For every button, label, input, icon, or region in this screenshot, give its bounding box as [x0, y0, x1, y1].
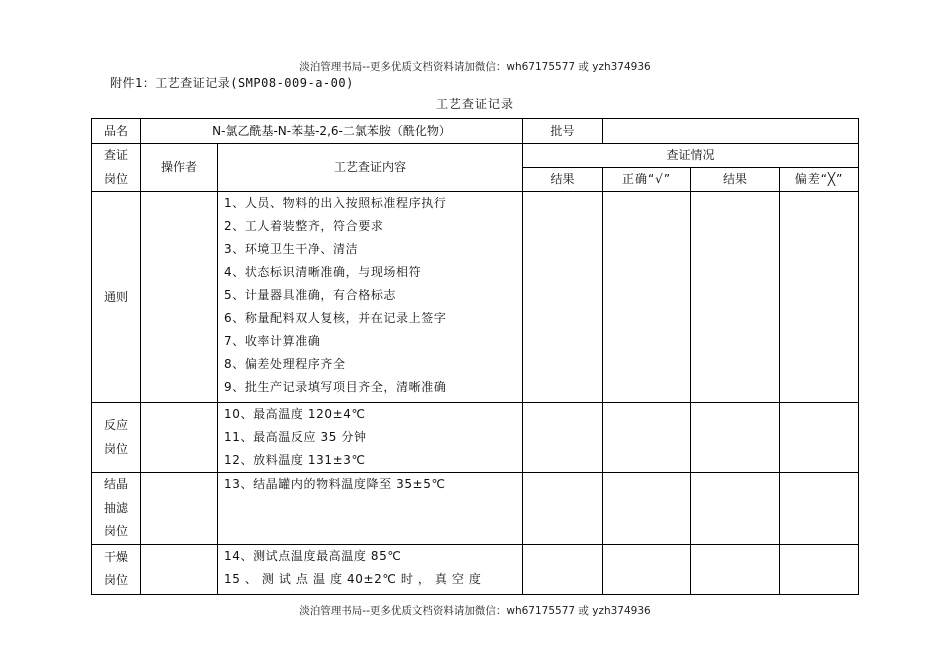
section-name-general: 通则	[92, 192, 141, 403]
list-item: 7、收率计算准确	[224, 334, 321, 348]
list-item: 8、偏差处理程序齐全	[224, 357, 346, 371]
post-column-header	[92, 144, 141, 192]
operator-cell[interactable]	[141, 473, 218, 545]
list-item: 13、结晶罐内的物料温度降至 35±5℃	[224, 477, 446, 491]
correct-cell[interactable]	[603, 473, 691, 545]
list-item: 5、计量器具准确，有合格标志	[224, 288, 397, 302]
section-name-line: 岗位	[103, 573, 128, 587]
section-row-general	[92, 192, 859, 403]
document-title: 工艺查证记录	[435, 97, 514, 111]
result2-cell[interactable]	[691, 192, 780, 403]
status-column-header: 查证情况	[523, 144, 859, 168]
section-name-line: 反应	[103, 418, 128, 432]
batch-value-field[interactable]	[603, 119, 859, 144]
result2-cell[interactable]	[691, 544, 780, 594]
operator-cell[interactable]	[141, 544, 218, 594]
process-verification-table	[91, 118, 859, 595]
content-column-header: 工艺查证内容	[218, 144, 523, 192]
list-item: 10、最高温度 120±4℃	[224, 407, 366, 421]
list-item: 1、人员、物料的出入按照标准程序执行	[224, 196, 447, 210]
post-header-line2: 岗位	[103, 171, 128, 186]
deviation-cell[interactable]	[780, 473, 859, 545]
list-item: 2、工人着装整齐，符合要求	[224, 219, 384, 233]
correct-cell[interactable]	[603, 403, 691, 473]
section-row-crystallization	[92, 473, 859, 545]
correct-cell[interactable]	[603, 192, 691, 403]
section-items-crystallization	[218, 473, 523, 545]
deviation-cell[interactable]	[780, 544, 859, 594]
section-name-reaction	[92, 403, 141, 473]
product-name: N-氯乙酰基-N-苯基-2,6-二氯苯胺（酰化物）	[141, 119, 523, 144]
section-name-line: 干燥	[103, 549, 128, 564]
result1-cell[interactable]	[523, 473, 603, 545]
watermark-bottom: 淡泊管理书局--更多优质文档资料请加微信：wh67175577 或 yzh374936	[299, 605, 651, 617]
section-name-crystallization	[92, 473, 141, 545]
section-name-line: 抽滤	[103, 500, 128, 515]
section-name-line: 结晶	[103, 477, 128, 491]
result1-cell[interactable]	[523, 403, 603, 473]
watermark-top: 淡泊管理书局--更多优质文档资料请加微信：wh67175577 或 yzh374936	[299, 61, 651, 73]
result2-header: 结果	[691, 168, 780, 192]
list-item: 4、状态标识清晰准确，与现场相符	[224, 265, 422, 279]
section-items-drying	[218, 544, 523, 594]
deviation-header: 偏差“╳”	[780, 168, 859, 192]
section-row-reaction	[92, 403, 859, 473]
list-item: 6、称量配料双人复核，并在记录上签字	[224, 311, 447, 325]
section-items-general	[218, 192, 523, 403]
post-header-line1: 查证	[103, 148, 128, 162]
deviation-cell[interactable]	[780, 192, 859, 403]
section-name-line: 岗位	[103, 441, 128, 456]
operator-cell[interactable]	[141, 192, 218, 403]
section-name-drying	[92, 544, 141, 594]
operator-cell[interactable]	[141, 403, 218, 473]
list-item: 3、环境卫生干净、清洁	[224, 242, 359, 256]
result2-cell[interactable]	[691, 473, 780, 545]
batch-label: 批号	[523, 119, 603, 144]
result2-cell[interactable]	[691, 403, 780, 473]
section-items-reaction	[218, 403, 523, 473]
list-item: 14、测试点温度最高温度 85℃	[224, 548, 402, 563]
deviation-cell[interactable]	[780, 403, 859, 473]
header-row-columns	[92, 144, 859, 168]
section-row-drying	[92, 544, 859, 594]
list-item: 9、批生产记录填写项目齐全，清晰准确	[224, 380, 447, 394]
result1-header: 结果	[523, 168, 603, 192]
list-item: 12、放料温度 131±3℃	[224, 453, 366, 467]
operator-column-header: 操作者	[141, 144, 218, 192]
product-label: 品名	[92, 119, 141, 144]
result1-cell[interactable]	[523, 192, 603, 403]
header-row-product	[92, 119, 859, 144]
list-item: 15 、 测 试 点 温 度 40±2℃ 时 ， 真 空 度	[224, 571, 482, 586]
result1-cell[interactable]	[523, 544, 603, 594]
list-item: 11、最高温反应 35 分钟	[224, 430, 367, 444]
correct-cell[interactable]	[603, 544, 691, 594]
correct-header: 正确“√”	[603, 168, 691, 192]
attachment-label: 附件1：工艺查证记录(SMP08-009-a-00)	[110, 76, 354, 90]
section-name-line: 岗位	[103, 524, 128, 538]
